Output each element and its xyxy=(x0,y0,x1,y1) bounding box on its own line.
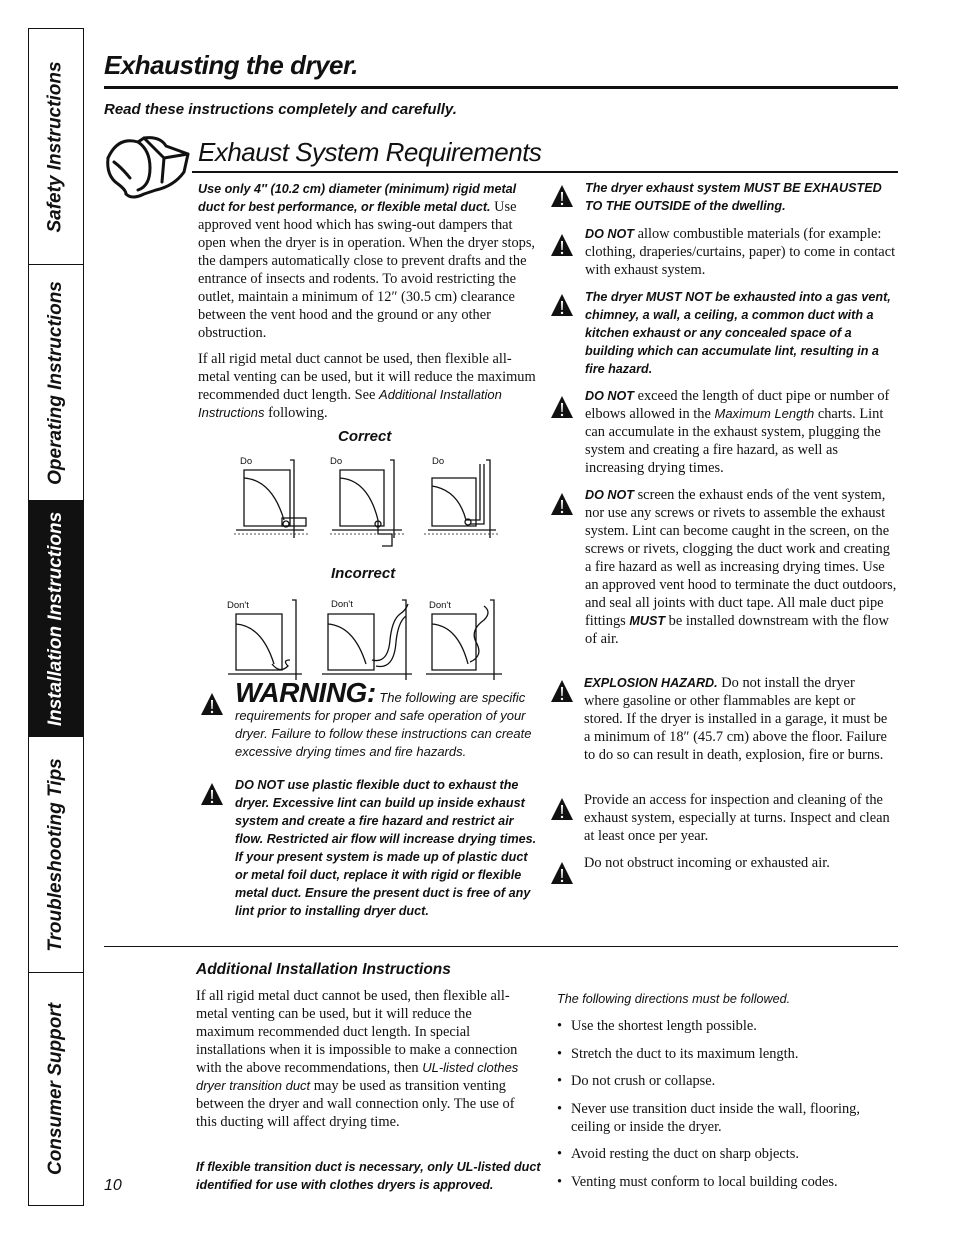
inspection-warning xyxy=(584,791,898,845)
warning-text: The following are specific requirements for proper and safe operation of your dryer. Failure to follow these instructions can create excessive drying times and fire hazards. xyxy=(235,690,532,759)
dont-label: Don't xyxy=(331,599,353,610)
explosion-hazard-label: EXPLOSION HAZARD. xyxy=(584,676,718,690)
gas-vent-text: The dryer MUST NOT be exhausted into a gas vent, chimney, a wall, a ceiling, a common duct with a kitchen exhaust or any concealed space of a building which can accumulate lint, resulting in a fire hazard. xyxy=(585,290,891,376)
duct-length-text-end: charts. Lint can accumulate in the exhaust system, plugging the system and creating a fire hazard, as well as increasing drying times. xyxy=(585,406,884,476)
maximum-length-reference: Maximum Length xyxy=(714,406,815,421)
dryer-exhaust-icon xyxy=(104,128,192,208)
warning-icon xyxy=(200,692,224,716)
duct-requirements-paragraph xyxy=(198,180,538,342)
flexible-venting-text: If all rigid metal duct cannot be used, then flexible all-metal venting can be used, but it will reduce the maximum recommended duct length. See xyxy=(198,351,536,403)
list-item: • Venting must conform to local building codes. xyxy=(557,1173,897,1191)
page-number: 10 xyxy=(104,1177,122,1194)
following-text: following. xyxy=(264,405,328,421)
additional-instructions-reference: Additional Installation Instructions xyxy=(198,387,502,420)
list-item: • Do not crush or collapse. xyxy=(557,1072,897,1090)
transition-duct-text-end: may be used as transition venting between the dryer and wall connection only. The use of this ducting will affect drying time. xyxy=(196,1078,515,1130)
screen-screws-text: screen the exhaust ends of the vent system, nor use any screws or rivets to assemble the exhaust system. Lint can become caught in the screen, on the screws or rivets, clogging the duct work and creating a fire hazard as well as increasing drying times. Use an approved vent hood to terminate the duct outdoors, and seal all joints with duct tape. All male duct pipe fittings xyxy=(585,487,897,629)
ul-listed-note-text: If flexible transition duct is necessary, only UL-listed duct identified for use with clothes dryers is approved. xyxy=(196,1160,541,1192)
do-label: Do xyxy=(432,456,445,467)
list-item: • Avoid resting the duct on sharp objects. xyxy=(557,1145,897,1163)
ul-listed-duct-reference: UL-listed clothes dryer transition duct xyxy=(196,1060,519,1093)
explosion-hazard-text: Do not install the dryer where gasoline or other flammables are kept or stored. If the dryer is installed in a garage, it must be a minimum of 18″ (45.7 cm) above the floor. Failure to do so can result in death, explosion, fire or burns. xyxy=(584,675,888,763)
do-not-label: DO NOT xyxy=(585,488,634,502)
inspection-text: Provide an access for inspection and cleaning of the exhaust system, especially at turns. Inspect and clean at least once per year. xyxy=(584,792,890,844)
tab-consumer-support[interactable]: Consumer Support xyxy=(45,1002,66,1176)
plastic-duct-warning-text: DO NOT use plastic flexible duct to exhaust the dryer. Excessive lint can build up inside exhaust system and create a fire hazard and restrict air flow. Restricted air flow will increase drying times. If your present system is made up of plastic duct or metal foil duct, replace it with rigid or flexible metal duct. Ensure the present duct is free of any lint prior to installing dryer duct. xyxy=(235,778,537,918)
do-label: Do xyxy=(240,456,253,467)
list-item: • Use the shortest length possible. xyxy=(557,1017,897,1035)
section-tabs xyxy=(28,28,84,1206)
warning-heading: WARNING: xyxy=(235,677,376,708)
section-rule xyxy=(192,171,898,173)
explosion-hazard-warning xyxy=(584,674,890,764)
directions-intro-text: The following directions must be followed. xyxy=(557,992,791,1006)
combustible-materials-warning xyxy=(585,225,897,279)
combustible-materials-text: allow combustible materials (for example: clothing, draperies/curtains, paper) to come in contact with exhaust system. xyxy=(585,226,896,278)
dont-label: Don't xyxy=(227,600,249,611)
air-obstruction-warning xyxy=(584,854,898,872)
dont-label: Don't xyxy=(429,600,451,611)
title-rule xyxy=(104,86,898,89)
correct-label: Correct xyxy=(338,428,392,445)
list-item: • Stretch the duct to its maximum length. xyxy=(557,1045,897,1063)
tab-safety-instructions[interactable]: Safety Instructions xyxy=(29,29,83,265)
duct-length-text: exceed the length of duct pipe or number of elbows allowed in the xyxy=(585,388,890,422)
warning-statement xyxy=(235,677,540,761)
tab-operating-instructions[interactable]: Operating Instructions xyxy=(29,265,83,501)
transition-duct-text: If all rigid metal duct cannot be used, then flexible all-metal venting can be used, but it will reduce the maximum recommended duct length. In special installations when it is impossible to make a connection with the above recommendations, then xyxy=(196,988,518,1076)
correct-venting-diagrams xyxy=(232,450,512,570)
do-label: Do xyxy=(330,456,343,467)
additional-instructions-heading xyxy=(196,961,556,979)
warning-icon xyxy=(550,492,574,516)
warning-icon xyxy=(550,233,574,257)
tab-installation-instructions[interactable]: Installation Instructions xyxy=(29,501,83,737)
warning-icon xyxy=(550,293,574,317)
read-instructions-note: Read these instructions completely and carefully. xyxy=(104,101,457,118)
warning-icon xyxy=(550,861,574,885)
duct-size-requirement: Use only 4″ (10.2 cm) diameter (minimum) rigid metal duct for best performance, or flexible metal duct. xyxy=(198,182,517,214)
plastic-duct-warning xyxy=(235,776,540,920)
page-title: Exhausting the dryer. xyxy=(104,50,358,80)
section-divider xyxy=(104,946,898,947)
warning-icon xyxy=(550,184,574,208)
additional-instructions-title: Additional Installation Instructions xyxy=(196,961,451,978)
directions-intro xyxy=(557,990,897,1008)
section-title: Exhaust System Requirements xyxy=(198,137,542,167)
do-not-label: DO NOT xyxy=(585,227,634,241)
duct-length-warning xyxy=(585,387,899,477)
transition-duct-paragraph xyxy=(196,987,530,1131)
screen-screws-text-end: be installed downstream with the flow of air. xyxy=(585,613,889,647)
tab-troubleshooting-tips[interactable]: Troubleshooting Tips xyxy=(29,737,83,973)
list-item: • Never use transition duct inside the wall, flooring, ceiling or inside the dryer. xyxy=(557,1100,897,1136)
exhaust-outside-text: The dryer exhaust system MUST BE EXHAUSTED TO THE OUTSIDE of the dwelling. xyxy=(585,181,882,213)
gas-vent-warning xyxy=(585,288,897,378)
incorrect-label: Incorrect xyxy=(331,565,396,582)
directions-list xyxy=(557,1017,897,1191)
do-not-label: DO NOT xyxy=(585,389,634,403)
screen-screws-warning xyxy=(585,486,897,648)
vent-hood-text: Use approved vent hood which has swing-out dampers that open when the dryer is in operation. When the dryer stops, the dampers automatically close to prevent drafts and the entrance of insects and rodents. To avoid restricting the outlet, maintain a minimum of 12″ (30.5 cm) clearance between the vent hood and the ground or any other obstruction. xyxy=(198,199,536,341)
warning-icon xyxy=(550,679,574,703)
warning-icon xyxy=(200,782,224,806)
incorrect-venting-diagrams xyxy=(222,590,512,686)
ul-listed-note xyxy=(196,1158,546,1194)
air-obstruction-text: Do not obstruct incoming or exhausted air. xyxy=(584,855,830,871)
flexible-venting-paragraph xyxy=(198,350,538,422)
exhaust-outside-warning xyxy=(585,179,897,215)
warning-icon xyxy=(550,395,574,419)
warning-icon xyxy=(550,797,574,821)
must-label: MUST xyxy=(629,614,666,628)
